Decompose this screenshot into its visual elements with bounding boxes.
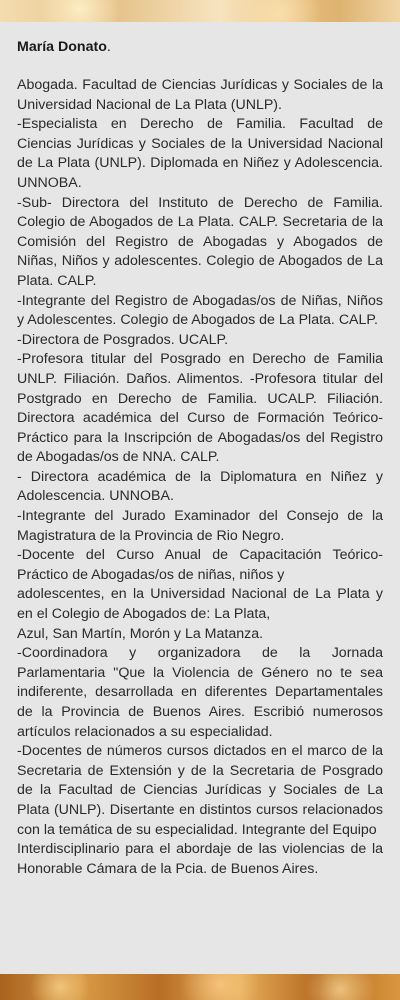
bio-line-diploma-director: - Directora académica de la Diplomatura en Niñez y Adolescencia. UNNOBA. [17,468,383,505]
bio-line-interdisciplinary: Interdisciplinario para el abordaje de las violencias de la Honorable Cámara de la Pcia. de Buenos Aires. [17,841,383,877]
bio-line-subdirector: -Sub- Directora del Instituto de Derecho de Familia. Colegio de Abogados de La Plata. CALP. Secretaria de la Comisión del Registro de Abogadas y Abogados de Niñas, Niños y adolescentes. Colegio de Abogados de La Plata. CALP. [17,194,383,289]
bio-line-coordinator: -Coordinadora y organizadora de la Jornada Parlamentaria "Que la Violencia de Género no te sea indiferente, desarrollada en diferentes Departamentales de la Provincia de Buenos Aires. Escribió numerosos artículos relacionados a su especialidad. [17,645,383,740]
name-heading [17,38,383,57]
gold-foil-bottom-border [0,974,400,1000]
bio-line-teacher-cities: Azul, San Martín, Morón y La Matanza. [17,625,264,642]
bio-text [17,76,383,879]
person-name: María Donato [17,39,107,55]
bio-line-lecturer: -Docentes de números cursos dictados en el marco de la Secretaria de Extensión y de la Secretaria de Posgrado de la Facultad de Ciencias Jurídicas y Sociales de La Plata (UNLP). Disertante en distintos cursos relacionados con la temática de su especialidad. Integrante del Equipo [17,743,383,838]
bio-card [0,22,400,974]
gold-foil-top-border [0,0,400,22]
bio-line-professor: -Profesora titular del Posgrado en Derecho de Familia UNLP. Filiación. Daños. Alimentos. -Profesora titular del Postgrado en Derecho de Familia. UCALP. Filiación. Directora académica del Curso de Formación Teórico-Práctico para la Inscripción de Abogadas/os del Registro de Abogadas/os de NNA. CALP. [17,351,383,466]
bio-line-specialist: -Especialista en Derecho de Familia. Facultad de Ciencias Jurídicas y Sociales de la Universidad Nacional de La Plata (UNLP). Diplomada en Niñez y Adolescencia. UNNOBA. [17,116,383,191]
bio-line-teacher-venues: adolescentes, en la Universidad Nacional de La Plata y en el Colegio de Abogados de: La Plata, [17,586,383,623]
bio-line-jury-member: -Integrante del Jurado Examinador del Consejo de la Magistratura de la Provincia de Rio Negro. [17,508,383,544]
bio-line-degree: Abogada. Facultad de Ciencias Jurídicas y Sociales de la Universidad Nacional de La Plata (UNLP). [17,77,383,113]
bio-line-registry-member: -Integrante del Registro de Abogadas/os de Niñas, Niños y Adolescentes. Colegio de Abogados de La Plata. CALP. [17,292,383,329]
bio-line-postgrad-director: -Directora de Posgrados. UCALP. [17,331,229,348]
name-period: . [106,39,111,55]
bio-line-teacher-course: -Docente del Curso Anual de Capacitación Teórico-Práctico de Abogadas/os de niñas, niños y [17,547,383,583]
